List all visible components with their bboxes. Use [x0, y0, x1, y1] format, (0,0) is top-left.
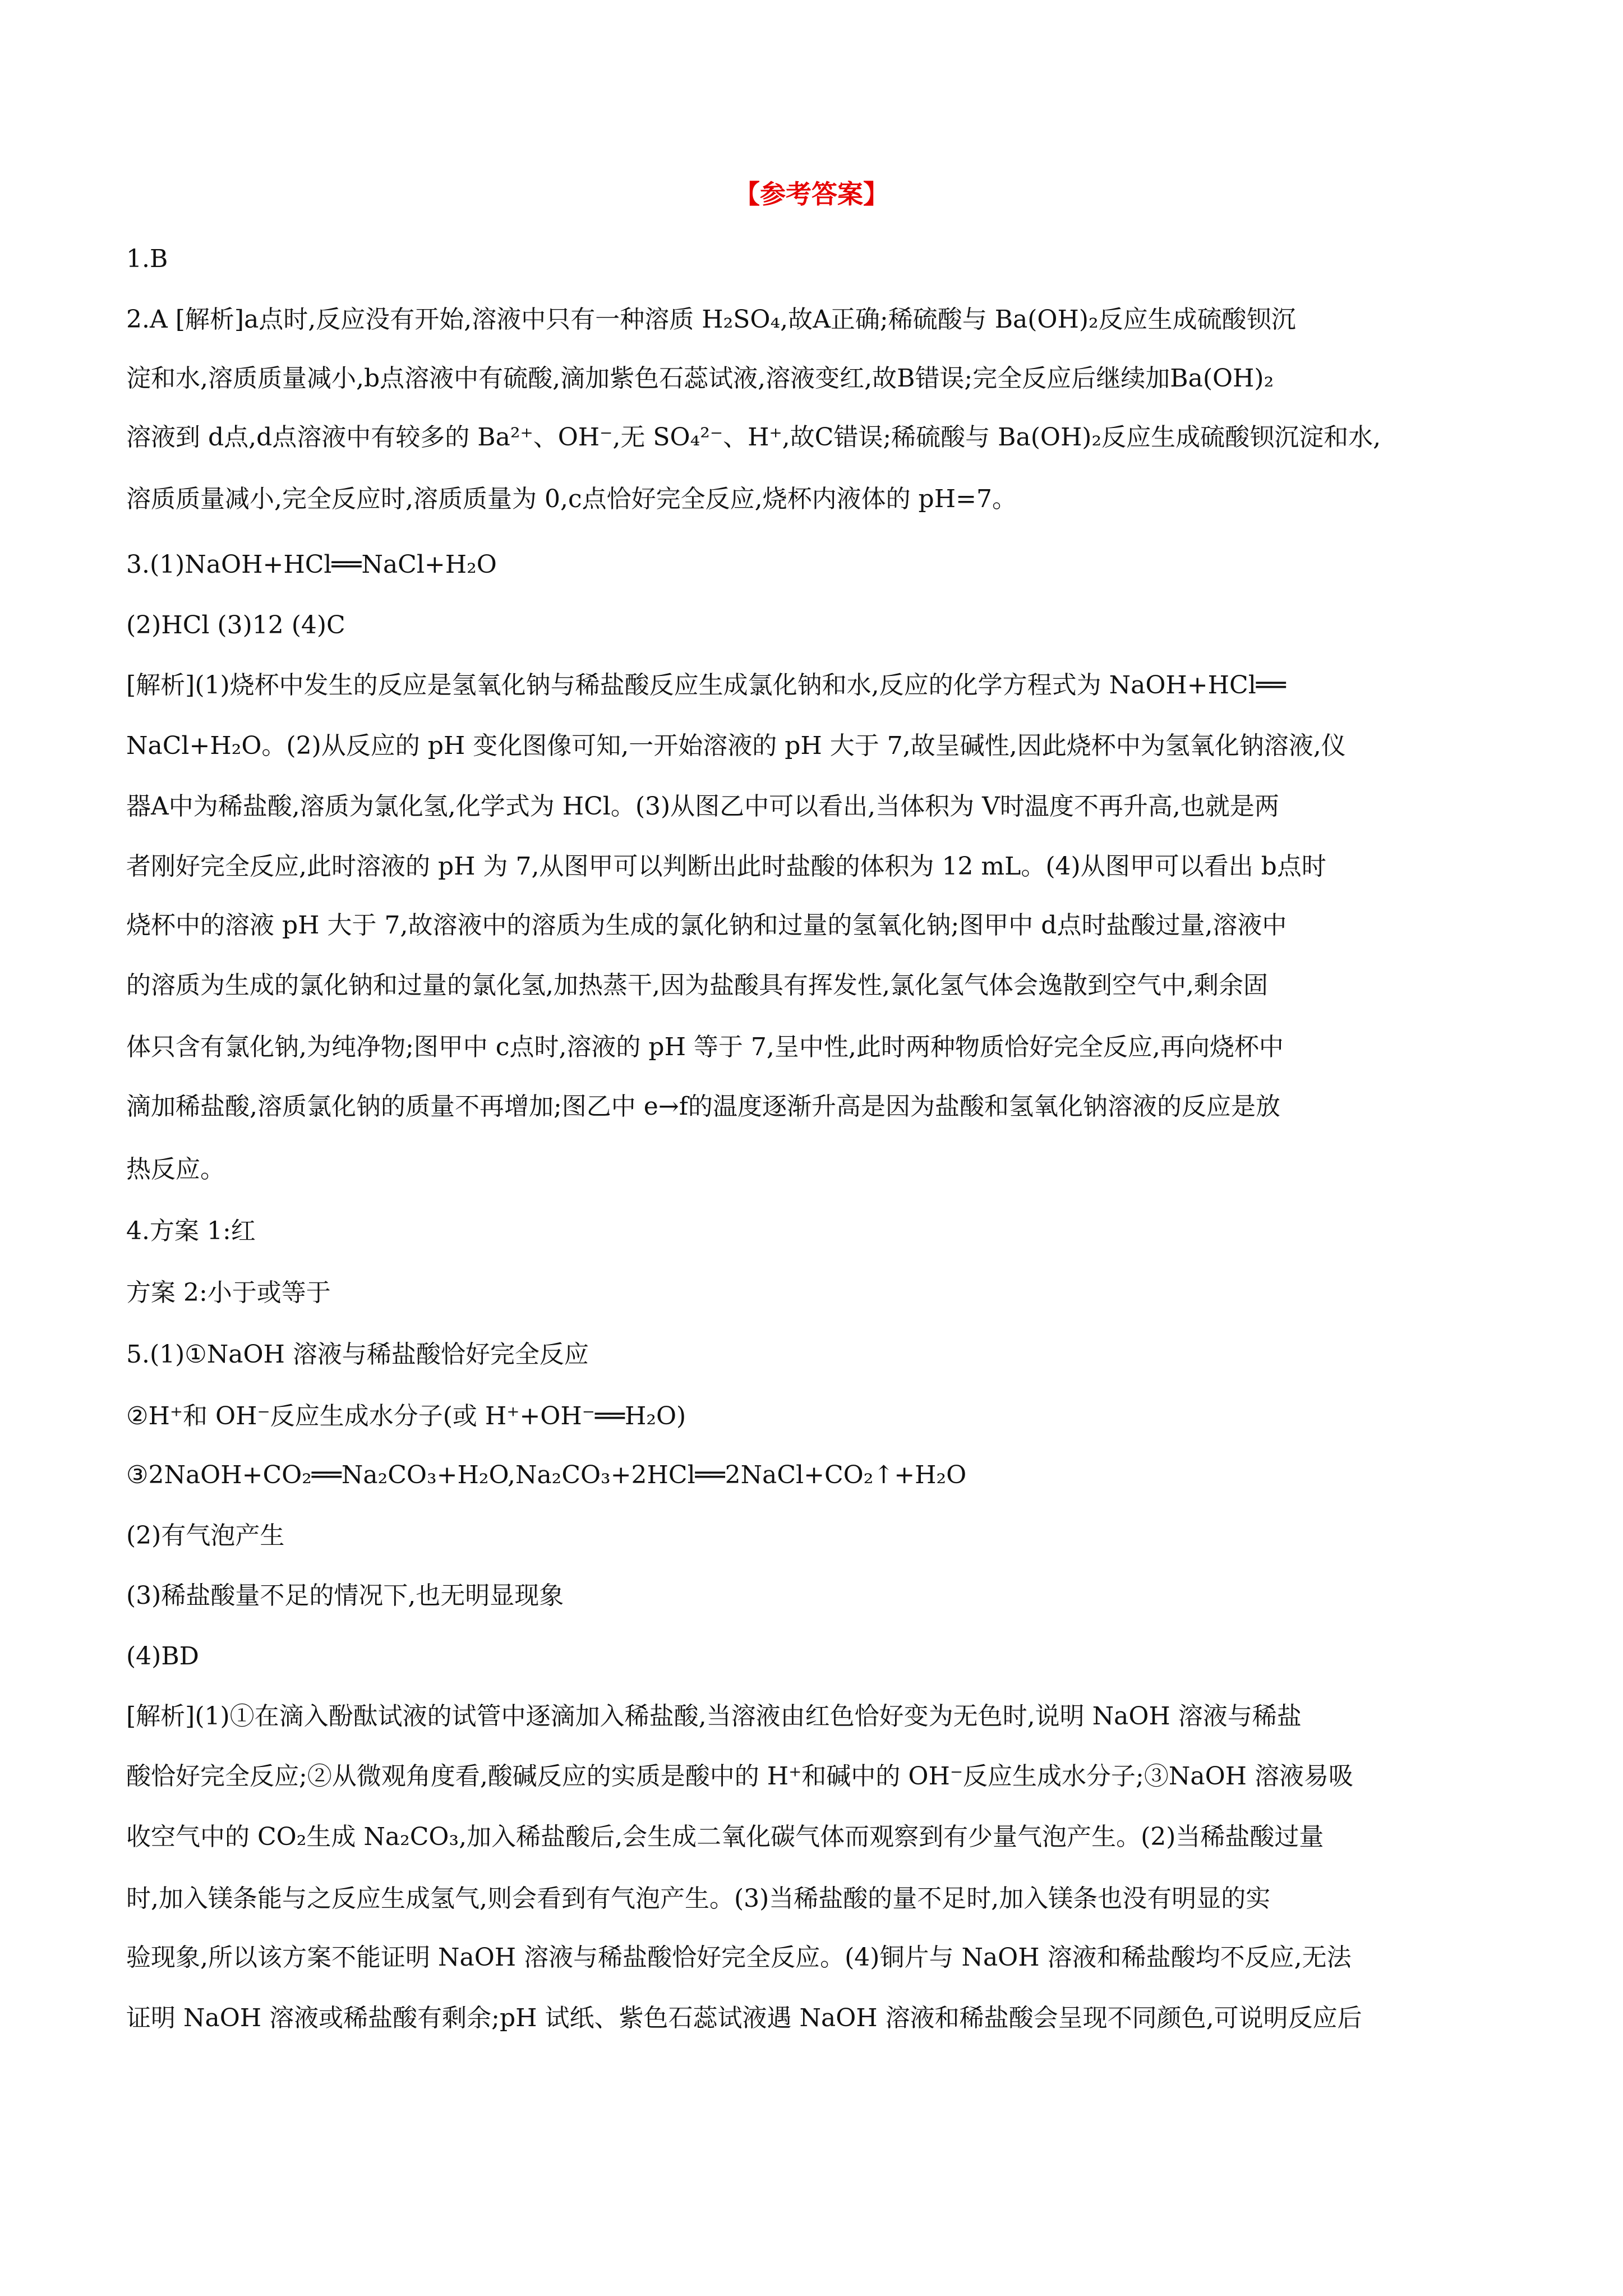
text-line: 酸恰好完全反应;②从微观角度看,酸碱反应的实质是酸中的 H⁺和碱中的 OH⁻反应生成水分子;③NaOH 溶液易吸: [126, 1762, 1354, 1791]
text-line: 时,加入镁条能与之反应生成氢气,则会看到有气泡产生。(3)当稀盐酸的量不足时,加入镁条也没有明显的实: [126, 1884, 1271, 1913]
text-line: 方案 2:小于或等于: [126, 1278, 331, 1307]
text-line: (4)BD: [126, 1642, 199, 1671]
text-line: 验现象,所以该方案不能证明 NaOH 溶液与稀盐酸恰好完全反应。(4)铜片与 NaOH 溶液和稀盐酸均不反应,无法: [126, 1943, 1352, 1972]
text-line: ③2NaOH+CO₂══Na₂CO₃+H₂O,Na₂CO₃+2HCl══2NaCl+CO₂↑+H₂O: [126, 1461, 967, 1489]
page-title: 【参考答案】: [734, 179, 889, 209]
text-line: 5.(1)①NaOH 溶液与稀盐酸恰好完全反应: [126, 1340, 589, 1369]
text-line: (3)稀盐酸量不足的情况下,也无明显现象: [126, 1581, 564, 1610]
text-line: 4.方案 1:红: [126, 1217, 256, 1245]
text-line: ②H⁺和 OH⁻反应生成水分子(或 H⁺+OH⁻══H₂O): [126, 1402, 686, 1430]
text-line: 2.A [解析]a点时,反应没有开始,溶液中只有一种溶质 H₂SO₄,故A正确;稀硫酸与 Ba(OH)₂反应生成硫酸钡沉: [126, 305, 1296, 334]
text-line: 证明 NaOH 溶液或稀盐酸有剩余;pH 试纸、紫色石蕊试液遇 NaOH 溶液和稀盐酸会呈现不同颜色,可说明反应后: [126, 2004, 1362, 2032]
text-line: 热反应。: [126, 1155, 225, 1184]
text-line: 器A中为稀盐酸,溶质为氯化氢,化学式为 HCl。(3)从图乙中可以看出,当体积为 V时温度不再升高,也就是两: [126, 792, 1279, 821]
text-line: 的溶质为生成的氯化钠和过量的氯化氢,加热蒸干,因为盐酸具有挥发性,氯化氢气体会逸散到空气中,剩余固: [126, 971, 1268, 1000]
text-line: 烧杯中的溶液 pH 大于 7,故溶液中的溶质为生成的氯化钠和过量的氢氧化钠;图甲中 d点时盐酸过量,溶液中: [126, 911, 1287, 940]
text-line: [解析](1)烧杯中发生的反应是氢氧化钠与稀盐酸反应生成氯化钠和水,反应的化学方程式为 NaOH+HCl══: [126, 671, 1286, 700]
text-line: 滴加稀盐酸,溶质氯化钠的质量不再增加;图乙中 e→f的温度逐渐升高是因为盐酸和氢氧化钠溶液的反应是放: [126, 1092, 1280, 1121]
text-line: [解析](1)①在滴入酚酞试液的试管中逐滴加入稀盐酸,当溶液由红色恰好变为无色时,说明 NaOH 溶液与稀盐: [126, 1702, 1302, 1731]
text-line: 体只含有氯化钠,为纯净物;图甲中 c点时,溶液的 pH 等于 7,呈中性,此时两种物质恰好完全反应,再向烧杯中: [126, 1033, 1284, 1061]
text-line: 1.B: [126, 245, 168, 273]
text-line: 溶质质量减小,完全反应时,溶质质量为 0,c点恰好完全反应,烧杯内液体的 pH=7。: [126, 485, 1017, 513]
text-line: (2)HCl (3)12 (4)C: [126, 611, 345, 639]
text-line: NaCl+H₂O。(2)从反应的 pH 变化图像可知,一开始溶液的 pH 大于 7,故呈碱性,因此烧杯中为氢氧化钠溶液,仪: [126, 731, 1346, 760]
text-line: 溶液到 d点,d点溶液中有较多的 Ba²⁺、OH⁻,无 SO₄²⁻、H⁺,故C错误;稀硫酸与 Ba(OH)₂反应生成硫酸钡沉淀和水,: [126, 423, 1381, 452]
text-line: (2)有气泡产生: [126, 1521, 285, 1550]
text-line: 收空气中的 CO₂生成 Na₂CO₃,加入稀盐酸后,会生成二氧化碳气体而观察到有少量气泡产生。(2)当稀盐酸过量: [126, 1823, 1324, 1851]
text-line: 者刚好完全反应,此时溶液的 pH 为 7,从图甲可以判断出此时盐酸的体积为 12 mL。(4)从图甲可以看出 b点时: [126, 852, 1326, 881]
text-line: 淀和水,溶质质量减小,b点溶液中有硫酸,滴加紫色石蕊试液,溶液变红,故B错误;完全反应后继续加Ba(OH)₂: [126, 364, 1274, 393]
text-line: 3.(1)NaOH+HCl══NaCl+H₂O: [126, 550, 497, 579]
